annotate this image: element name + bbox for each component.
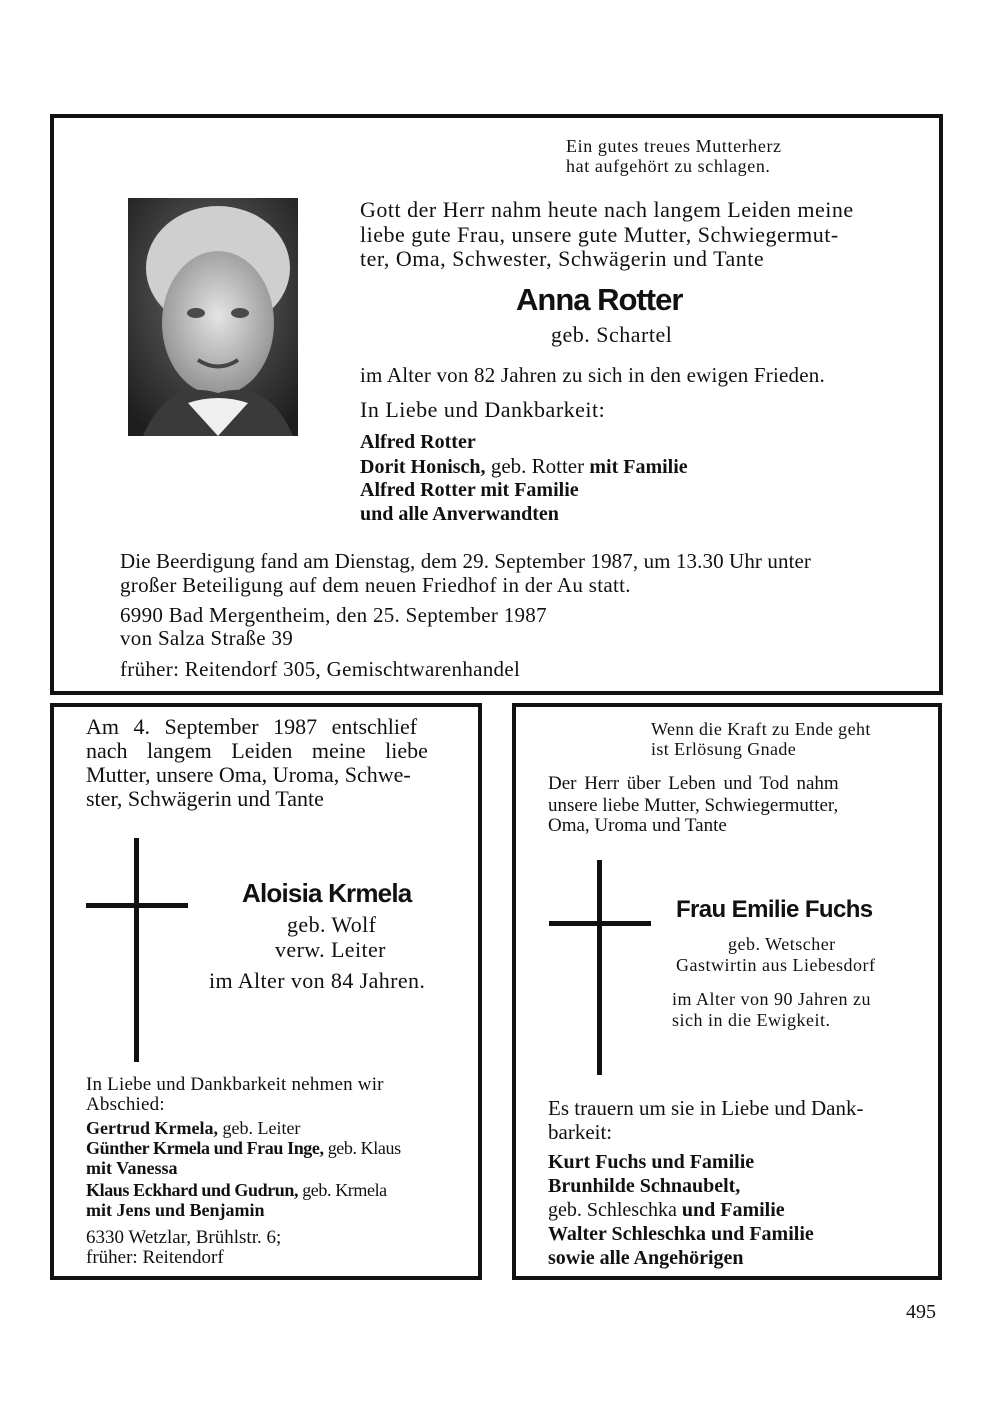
cross-icon [597,860,602,1075]
age-line: im Alter von 84 Jahren. [209,968,426,993]
mourner [86,1181,387,1199]
mourner-name: Gertrud Krmela, [86,1118,218,1138]
mourner: mit Jens und Benjamin [86,1200,265,1220]
cross-icon [134,838,139,1062]
funeral-line: großer Beteiligung auf dem neuen Friedhof in der Au statt. [120,573,631,597]
mourner-name: Klaus Eckhard und Gudrun, [86,1180,299,1200]
intro-line: ster, Schwägerin und Tante [86,786,324,811]
intro-line: nach langem Leiden meine liebe [86,738,428,763]
intro-line: ter, Oma, Schwester, Schwägerin und Tante [360,246,765,271]
mourner: Kurt Fuchs und Familie [548,1151,755,1173]
mourner-detail: geb. Klaus [323,1138,401,1158]
verse-line: Wenn die Kraft zu Ende geht [651,719,871,739]
verse-line: ist Erlösung Gnade [651,739,797,759]
birth-name: geb. Schartel [551,322,673,347]
address: 6330 Wetzlar, Brühlstr. 6; [86,1227,282,1248]
mourner [86,1119,300,1137]
mourner-detail: geb. Leiter [217,1118,301,1138]
page-number: 495 [906,1301,936,1323]
intro-line: Gott der Herr nahm heute nach langem Leiden meine [360,197,854,222]
birth-name: geb. Wolf [287,912,377,937]
mourner: Alfred Rotter mit Familie [360,479,579,501]
farewell-line: Abschied: [86,1094,165,1115]
former-residence: früher: Reitendorf 305, Gemischtwarenhandel [120,657,521,681]
intro-line: unsere liebe Mutter, Schwiegermutter, [548,795,839,816]
mourner: sowie alle Angehörigen [548,1247,744,1269]
cross-bar [549,921,651,926]
verse-line: hat aufgehört zu schlagen. [566,156,771,176]
mourner [360,456,688,477]
mourner-name: Dorit Honisch, [360,456,486,478]
mourner-detail: geb. Krmela [298,1180,387,1200]
birth-name: geb. Wetscher [728,934,836,954]
intro-line: Am 4. September 1987 entschlief [86,714,418,739]
intro-line: Mutter, unsere Oma, Uroma, Schwe- [86,762,411,787]
mourner-suffix: und Familie [681,1199,785,1221]
portrait-image [128,198,298,436]
intro-line: Oma, Uroma und Tante [548,815,727,836]
farewell-line: In Liebe und Dankbarkeit nehmen wir [86,1074,384,1095]
portrait-photo [128,198,298,436]
occupation: Gastwirtin aus Liebesdorf [676,955,876,975]
former-residence: früher: Reitendorf [86,1247,224,1268]
mourners-heading: In Liebe und Dankbarkeit: [360,397,606,422]
mourner-detail: geb. Rotter [485,454,590,478]
age-line: sich in die Ewigkeit. [672,1010,831,1030]
mourner: Alfred Rotter [360,431,476,453]
deceased-name: Frau Emilie Fuchs [676,896,873,923]
funeral-line: Die Beerdigung fand am Dienstag, dem 29. September 1987, um 13.30 Uhr unter [120,549,812,573]
street-address: von Salza Straße 39 [120,626,294,650]
mourner: mit Vanessa [86,1158,178,1178]
mourner: Walter Schleschka und Familie [548,1223,814,1245]
mourner-name: Günther Krmela und Frau Inge, [86,1138,324,1158]
intro-line: Der Herr über Leben und Tod nahm [548,773,839,794]
verse-line: Ein gutes treues Mutterherz [566,136,782,156]
widowed-name: verw. Leiter [275,937,386,962]
mourner-suffix: mit Familie [589,456,688,478]
place-date: 6990 Bad Mergentheim, den 25. September 1987 [120,603,547,627]
mourner [548,1200,785,1220]
deceased-name: Anna Rotter [516,282,683,317]
mourner: und alle Anverwandten [360,503,559,525]
mourner-detail: geb. Schleschka [548,1199,682,1221]
mourner: Brunhilde Schnaubelt, [548,1175,741,1197]
age-line: im Alter von 82 Jahren zu sich in den ewigen Frieden. [360,363,825,387]
age-line: im Alter von 90 Jahren zu [672,989,871,1009]
mourner [86,1139,401,1157]
mourning-line: barkeit: [548,1120,613,1144]
cross-bar [86,903,188,908]
deceased-name: Aloisia Krmela [242,878,412,908]
intro-line: liebe gute Frau, unsere gute Mutter, Schwiegermut- [360,222,839,247]
mourning-line: Es trauern um sie in Liebe und Dank- [548,1096,864,1120]
